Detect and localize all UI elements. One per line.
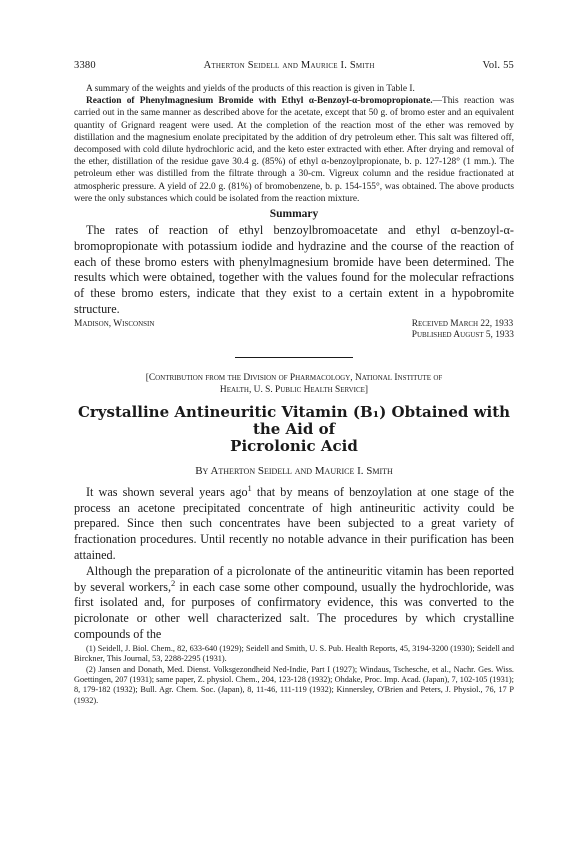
para1-text-a: It was shown several years ago <box>86 484 248 499</box>
article-paragraph-2 <box>74 564 514 643</box>
summary-text: The rates of reaction of ethyl benzoylbromoacetate and ethyl α-benzoyl-α-bromopropionate with potassium iodide and hydrazine and the course of the reaction of each of these bromo esters with phenylmagnesium bromide have been determined. The results which were obtained, together with the values found for the molecular refractions of these bromo esters, indicate that they exist to a certain extent in a hypobromite structure. <box>74 223 514 317</box>
para2-text-b: in each case some other compound, usually the hydrochloride, was first isolated and, for purposes of confirmatory evidence, this was converted to the picrolonate or other well characterized salt. The procedures by which crystalline compounds of the <box>74 579 514 641</box>
footnote-ref-1: 1 <box>247 482 252 493</box>
contribution-line-2: Health, U. S. Public Health Service] <box>219 384 369 395</box>
contribution-line <box>74 372 514 396</box>
article-title-line-1: Crystalline Antineuritic Vitamin (B₁) Obtained with the Aid of <box>77 402 511 438</box>
intro-paragraph: A summary of the weights and yields of the products of this reaction is given in Table I. <box>86 84 415 94</box>
section-divider <box>235 357 353 358</box>
page-header <box>74 60 514 71</box>
signature-place: Madison, Wisconsin <box>74 318 155 329</box>
footnote-ref-2: 2 <box>171 577 176 588</box>
running-title: Atherton Seidell and Maurice I. Smith <box>203 60 375 71</box>
summary-heading: Summary <box>269 208 319 221</box>
article-paragraph-1 <box>74 482 514 564</box>
footnote-1: (1) Seidell, J. Biol. Chem., 82, 633-640 (1929); Seidell and Smith, U. S. Pub. Health Reports, 45, 3194-3200 (1930); Seidell and Birckner, This Journal, 53, 2288-2295 (1931). <box>74 643 514 664</box>
signature-block <box>74 319 514 341</box>
footnotes <box>74 644 514 706</box>
footnote-2: (2) Jansen and Donath, Med. Dienst. Volksgezondheid Ned-Indie, Part I (1927); Windaus, Tschesche, et al., Nachr. Ges. Wiss. Goettingen, 207 (1931); same paper, Z. physiol. Chem., 204, 123-128 (1932); Ohdake, Proc. Imp. Acad. (Japan), 7, 102-105 (1931); 8, 179-182 (1932); Bull. Agr. Chem. Soc. (Japan), 8, 11-46, 111-119 (1932); Kinnersley, O'Brien and Peters, J. Physiol., 76, 17 P (1932). <box>74 664 514 705</box>
article-title <box>74 404 514 455</box>
journal-page <box>74 60 514 706</box>
page-number: 3380 <box>74 60 96 71</box>
para1-text-b: that by means of benzoylation at one stage of the process an acetone precipitated concentrate of high antineuritic activity could be prepared. Since then such concentrates have been subjected to a great variety of fractionation procedures. Until recently no notable advance in their purification has been attained. <box>74 484 514 562</box>
article-byline: By Atherton Seidell and Maurice I. Smith <box>195 464 393 477</box>
volume-number: Vol. 55 <box>482 60 514 71</box>
contribution-line-1: [Contribution from the Division of Pharmacology, National Institute of <box>145 372 443 383</box>
received-date: Received March 22, 1933 <box>411 318 514 329</box>
reaction-text: —This reaction was carried out in the same manner as described above for the acetate, except that 50 g. of bromo ester and an equivalent quantity of Grignard reagent were used. At the completion of the reaction most of the ether was removed by distillation and the magnesium enolate precipitated by the addition of dry petroleum ether. This salt was filtered off, decomposed with cold dilute hydrochloric acid, and the keto ester extracted with ether. After drying and removal of the ether, distillation of the residue gave 30.4 g. (85%) of ethyl α-benzoylpropionate, b. p. 127-128° (1 mm.). The petroleum ether was distilled from the filtrate through a 30-cm. Vigreux column and the residue fractionated at atmospheric pressure. A yield of 22.0 g. (81%) of bromobenzene, b. p. 154-155°, was obtained. The above products were the only substances which could be isolated from the reaction mixture. <box>74 96 515 204</box>
article-title-line-2: Picrolonic Acid <box>230 436 358 455</box>
reaction-heading: Reaction of Phenylmagnesium Bromide with Ethyl α-Benzoyl-α-bromopropionate. <box>86 96 433 107</box>
published-date: Published August 5, 1933 <box>411 329 514 340</box>
signature-dates <box>412 319 514 341</box>
para2-text-a: Although the preparation of a picrolonate of the antineuritic vitamin has been reported by several workers, <box>74 563 514 594</box>
reaction-paragraph <box>74 95 514 205</box>
